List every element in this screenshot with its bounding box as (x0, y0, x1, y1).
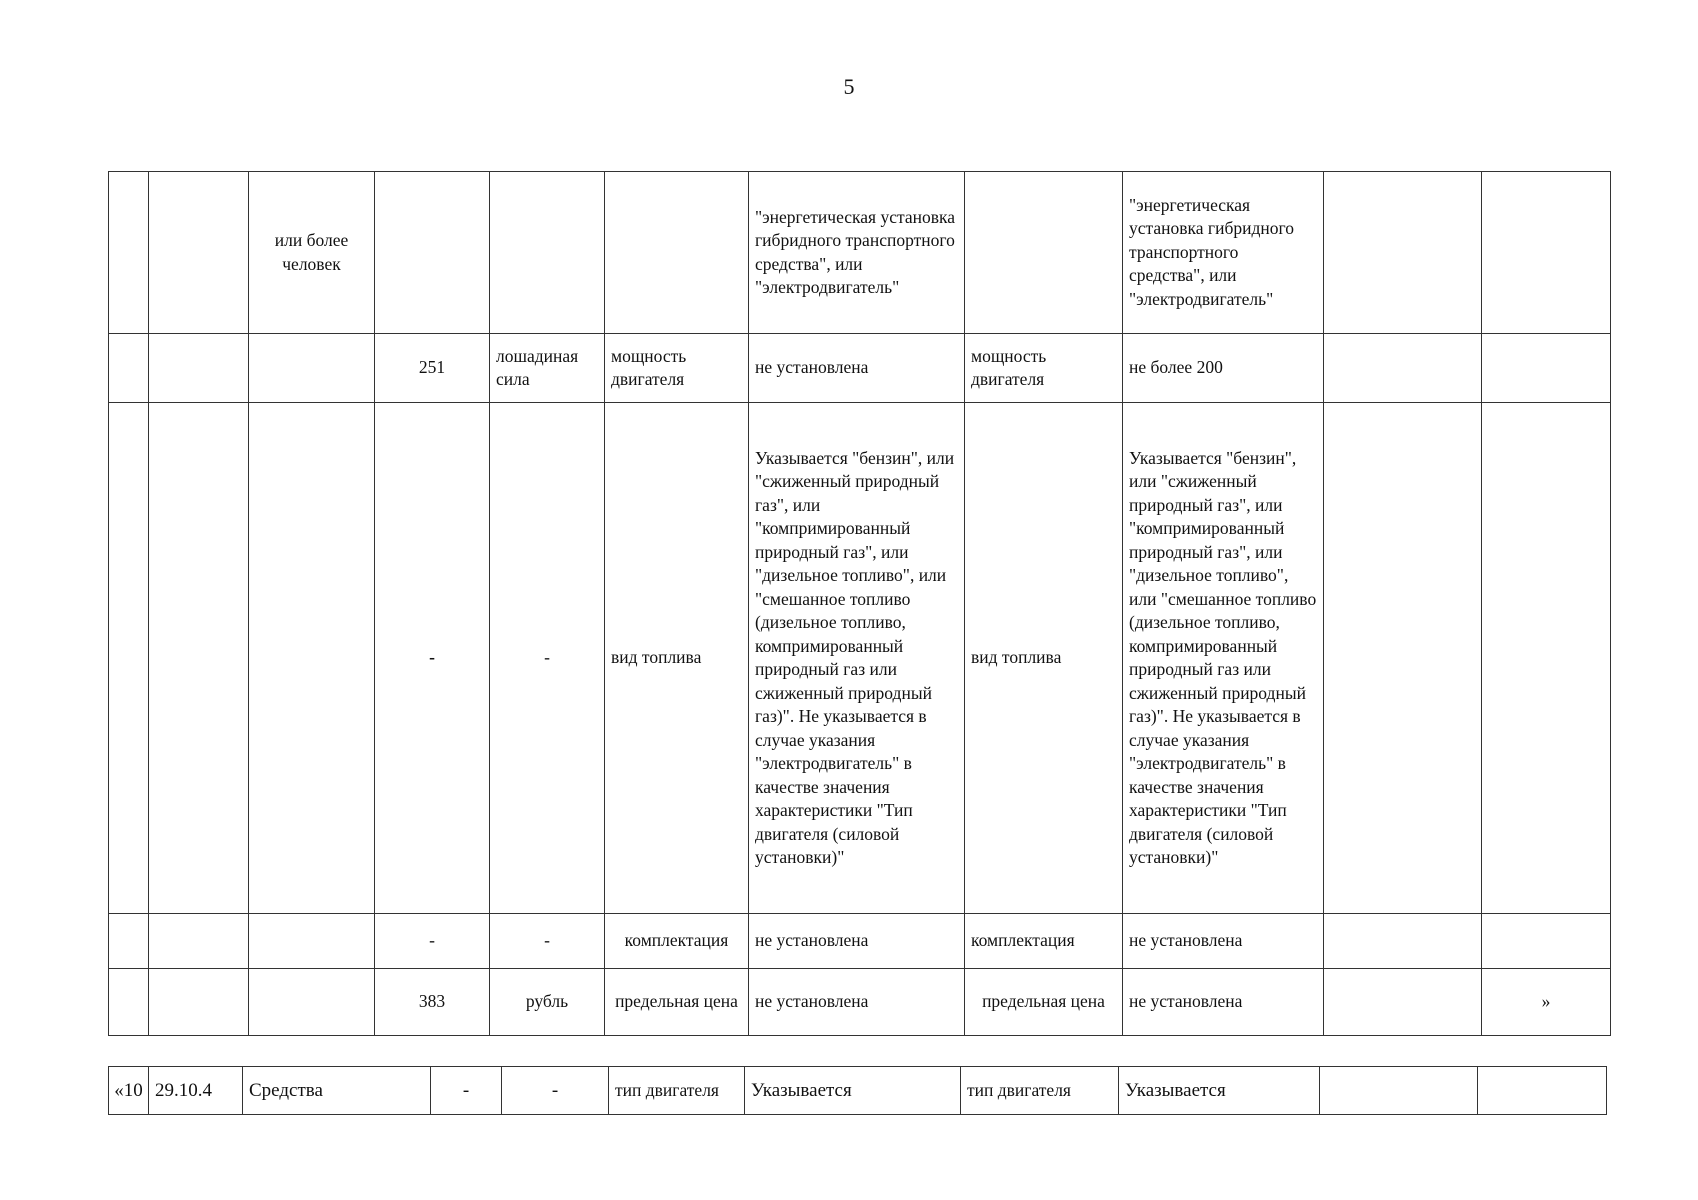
cell-unit: - (490, 403, 605, 914)
cell-empty (249, 969, 375, 1036)
cell-empty (249, 914, 375, 969)
cell-empty (490, 172, 605, 334)
cell-unit: лошадиная сила (490, 334, 605, 403)
cell-description: или более человек (249, 172, 375, 334)
cell-empty (249, 403, 375, 914)
cell-characteristic: мощность двигателя (605, 334, 749, 403)
cell-characteristic: вид топлива (965, 403, 1123, 914)
cell-characteristic: комплектация (965, 914, 1123, 969)
cell-value: Указывается "бензин", или "сжиженный природный газ", или "компримированный природный газ", или "дизельное топливо", или "смешанное топливо (дизельное топливо, компримированный природный газ или сжиженный природный газ)". Не указывается в случае указания "электродвигатель" в качестве значения характеристики "Тип двигателя (силовой установки)" (749, 403, 965, 914)
cell-unit: рубль (490, 969, 605, 1036)
cell-okei-code: - (375, 914, 490, 969)
cell-value: не установлена (749, 334, 965, 403)
cell-okei-code: - (375, 403, 490, 914)
cell-value: не установлена (749, 969, 965, 1036)
cell-empty (149, 969, 249, 1036)
cell-empty (149, 914, 249, 969)
table-row (109, 334, 1611, 403)
cell-empty (1324, 334, 1482, 403)
cell-unit: - (502, 1067, 609, 1115)
cell-empty (1478, 1067, 1607, 1115)
cell-empty (1482, 172, 1611, 334)
table-row (109, 969, 1611, 1036)
cell-empty (1324, 403, 1482, 914)
cell-empty (1324, 914, 1482, 969)
cell-empty (1482, 914, 1611, 969)
cell-okei-code: - (431, 1067, 502, 1115)
table-row (109, 172, 1611, 334)
cell-number: «10 (109, 1067, 149, 1115)
cell-empty (1482, 334, 1611, 403)
closing-quote: » (1482, 969, 1611, 1036)
cell-characteristic: вид топлива (605, 403, 749, 914)
cell-empty (109, 172, 149, 334)
cell-okei-code: 251 (375, 334, 490, 403)
cell-value: не установлена (1123, 969, 1324, 1036)
cell-empty (249, 334, 375, 403)
cell-characteristic: комплектация (605, 914, 749, 969)
cell-value: Указывается "бензин", или "сжиженный природный газ", или "компримированный природный газ", или "дизельное топливо", или "смешанное топливо (дизельное топливо, компримированный природный газ или сжиженный природный газ)". Не указывается в случае указания "электродвигатель" в качестве значения характеристики "Тип двигателя (силовой установки)" (1123, 403, 1324, 914)
cell-unit: - (490, 914, 605, 969)
cell-value: "энергетическая установка гибридного транспортного средства", или "электродвигатель" (1123, 172, 1324, 334)
table-row (109, 914, 1611, 969)
cell-name: Средства (243, 1067, 431, 1115)
cell-characteristic: предельная цена (605, 969, 749, 1036)
cell-empty (1324, 969, 1482, 1036)
characteristics-table-next (108, 1066, 1607, 1115)
cell-value: Указывается (745, 1067, 961, 1115)
cell-characteristic: предельная цена (965, 969, 1123, 1036)
cell-characteristic: тип двигателя (609, 1067, 745, 1115)
cell-empty (1320, 1067, 1478, 1115)
cell-empty (1324, 172, 1482, 334)
cell-characteristic: мощность двигателя (965, 334, 1123, 403)
cell-empty (149, 403, 249, 914)
cell-empty (109, 914, 149, 969)
cell-okei-code: 383 (375, 969, 490, 1036)
page-number: 5 (843, 74, 855, 99)
cell-empty (109, 334, 149, 403)
cell-value: не установлена (1123, 914, 1324, 969)
cell-okpd-code: 29.10.4 (149, 1067, 243, 1115)
cell-empty (149, 172, 249, 334)
cell-empty (375, 172, 490, 334)
cell-value: не установлена (749, 914, 965, 969)
cell-value: "энергетическая установка гибридного транспортного средства", или "электродвигатель" (749, 172, 965, 334)
cell-empty (605, 172, 749, 334)
table-row (109, 1067, 1607, 1115)
cell-characteristic: тип двигателя (961, 1067, 1119, 1115)
cell-empty (965, 172, 1123, 334)
cell-empty (149, 334, 249, 403)
cell-value: Указывается (1119, 1067, 1320, 1115)
characteristics-table-continued (108, 171, 1611, 1036)
table-row (109, 403, 1611, 914)
cell-empty (1482, 403, 1611, 914)
cell-empty (109, 969, 149, 1036)
cell-empty (109, 403, 149, 914)
cell-value: не более 200 (1123, 334, 1324, 403)
